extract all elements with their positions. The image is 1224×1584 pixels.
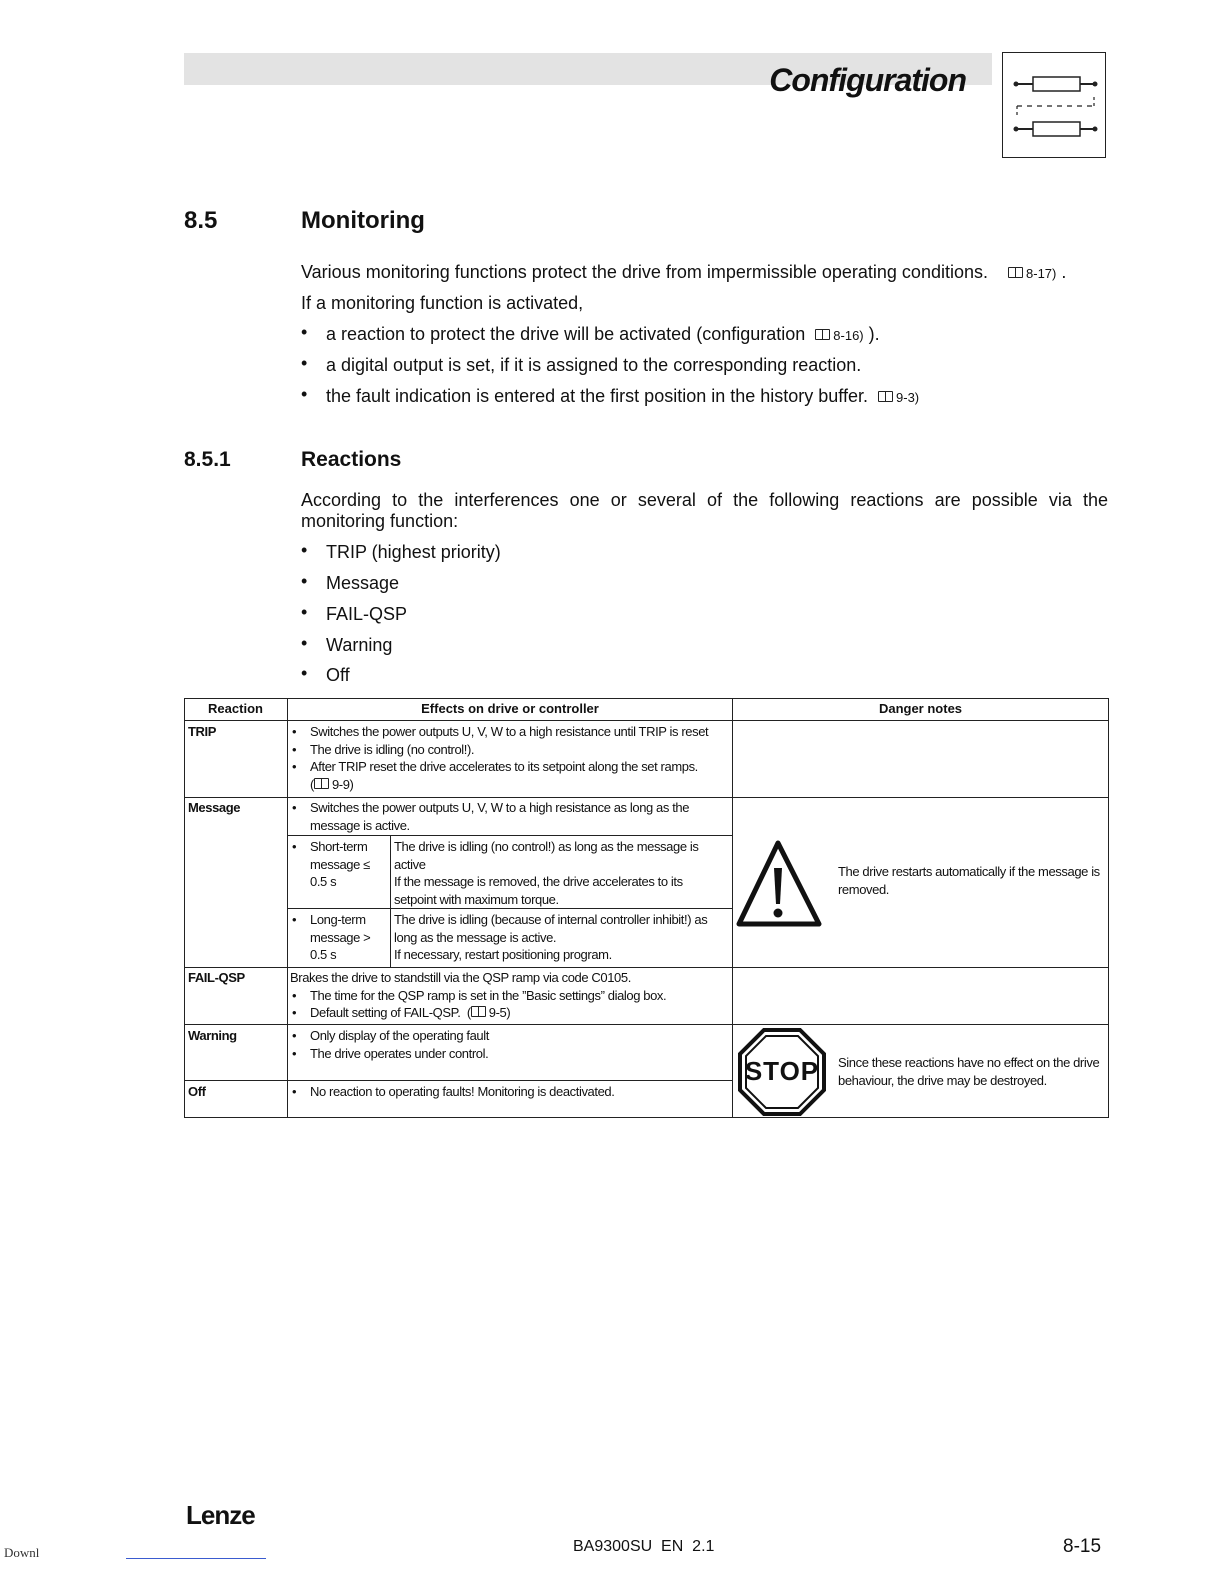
subsection-paragraph: According to the interferences one or several of the following reactions are possible via the monitoring function:	[301, 490, 1108, 531]
header-reaction: Reaction	[208, 701, 263, 716]
section-number: 8.5	[184, 207, 218, 234]
off-effects: • No reaction to operating faults! Monitoring is deactivated.	[288, 1083, 728, 1101]
long-term-label: • Long-term message > 0.5 s	[288, 911, 378, 964]
fail-qsp-effects: Brakes the drive to standstill via the QSP ramp via code C0105. • The time for the QSP ramp is set in the ”Basic settings” dialog box. • Default setting of FAIL-QSP. ( 9-5)	[290, 969, 730, 1022]
intro-line-2: If a monitoring function is activated,	[301, 293, 584, 313]
subsection-number: 8.5.1	[184, 448, 231, 471]
book-icon	[314, 778, 329, 789]
reaction-message: Message	[188, 800, 241, 815]
stop-sign-icon	[738, 1028, 826, 1116]
reaction-warning: Warning	[188, 1028, 237, 1043]
download-link-underline[interactable]	[126, 1558, 266, 1559]
header-effects: Effects on drive or controller	[421, 701, 599, 716]
message-effects: • Switches the power outputs U, V, W to a high resistance as long as the message is active.	[288, 799, 708, 834]
reaction-fail-qsp: FAIL-QSP	[188, 970, 245, 985]
subsection-title: Reactions	[301, 448, 402, 471]
reaction-trip: TRIP	[188, 724, 217, 739]
stop-sign-label: STOP	[744, 1056, 820, 1086]
book-icon	[815, 329, 830, 340]
short-term-label: • Short-term message ≤ 0.5 s	[288, 838, 388, 891]
warning-triangle-icon	[735, 838, 823, 933]
page-number: 8-15	[1063, 1536, 1102, 1557]
reactions-table	[184, 698, 1109, 1118]
reaction-off: Off	[188, 1084, 206, 1099]
message-danger-note: The drive restarts automatically if the message is removed.	[838, 864, 1100, 897]
book-icon	[1008, 267, 1023, 278]
lenze-logo: Lenze	[186, 1500, 255, 1530]
intro-line-1: Various monitoring functions protect the drive from impermissible operating conditions. 8-17) .	[301, 262, 1067, 282]
document-code: BA9300SU EN 2.1	[573, 1538, 715, 1555]
book-icon	[471, 1006, 486, 1017]
long-term-text: The drive is idling (because of internal controller inhibit!) as long as the message is active. If necessary, restart positioning program.	[394, 912, 708, 962]
warning-danger-note: Since these reactions have no effect on the drive behaviour, the drive may be destroyed.	[838, 1055, 1100, 1088]
circuit-diagram-icon	[1002, 52, 1106, 158]
section-title: Monitoring	[301, 207, 425, 234]
header-danger: Danger notes	[878, 701, 963, 716]
page-header-title: Configuration	[769, 62, 966, 98]
short-term-text: The drive is idling (no control!) as long as the message is active If the message is removed, the drive accelerates to its setpoint with maximum torque.	[394, 839, 699, 907]
book-icon	[878, 391, 893, 402]
warning-effects: • Only display of the operating fault • The drive operates under control.	[288, 1027, 728, 1062]
trip-effects: • Switches the power outputs U, V, W to a high resistance until TRIP is reset • The drive is idling (no control!). • After TRIP reset the drive accelerates to its setpoint along the set ramps. ( 9-9)	[288, 723, 728, 793]
download-text: Downl	[4, 1545, 40, 1560]
